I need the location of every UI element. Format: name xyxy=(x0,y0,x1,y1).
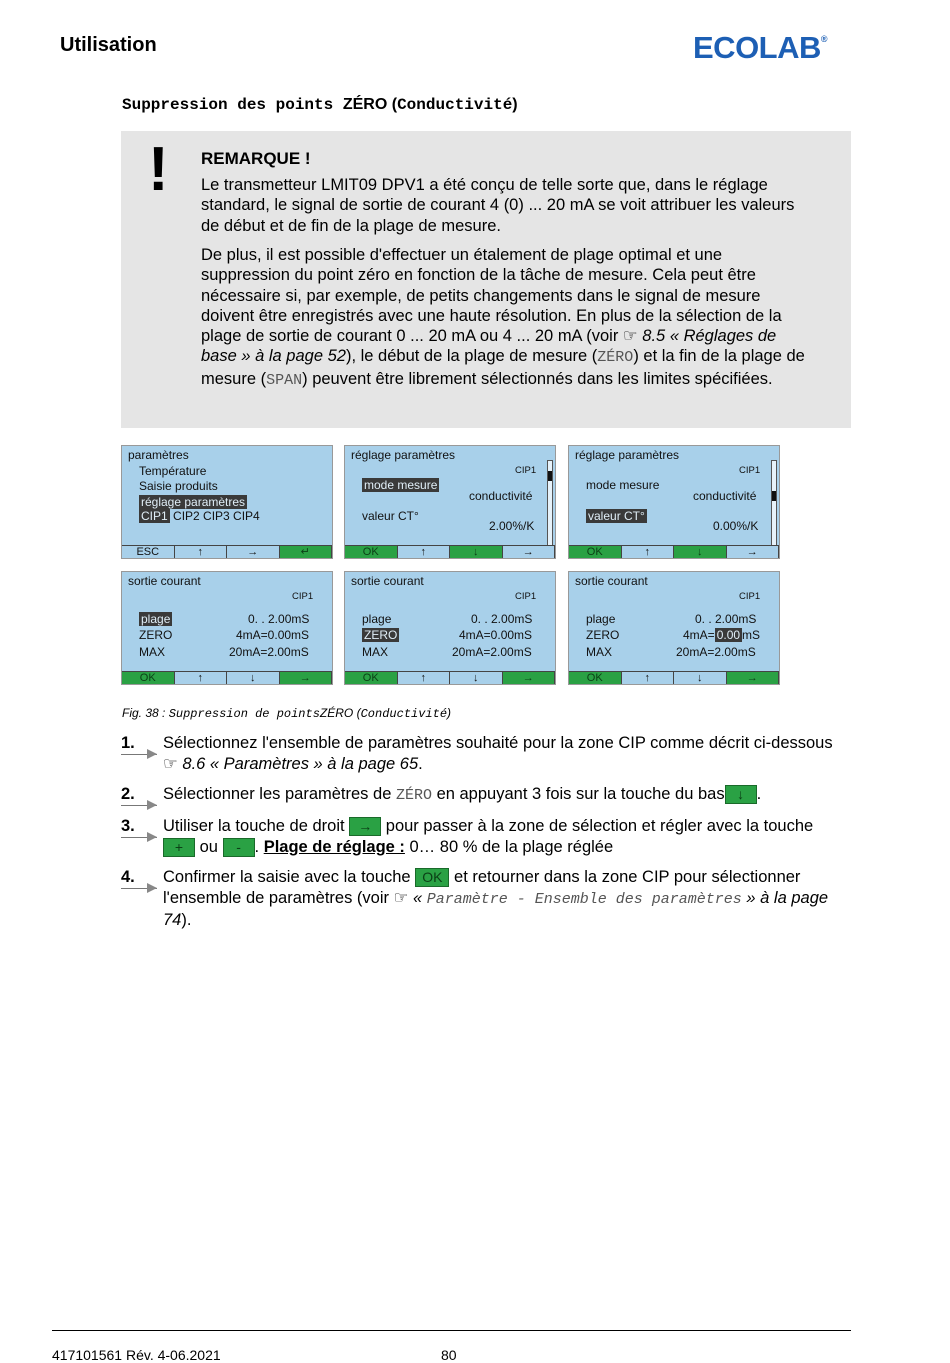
note-paragraph-2: De plus, il est possible d'effectuer un étalement de plage optimal et une suppression du point zéro en fonction de la tâche de mesure. Cela peut être nécessaire si, par exemple, de petits changements dans le signal de mesure doivent être enregistrés avec une haute résolution. En plus de la sélection de la plage de sortie de courant 0 ... 20 mA ou 4 ... 20 mA (voir ☞ 8.5 « Réglages de base » à la page 52), le début de la plage de mesure (ZÉRO) et la fin de la plage de mesure (SPAN) peuvent être librement sélectionnés dans les limites spécifiées. xyxy=(201,246,805,389)
crossref-link[interactable]: 8.6 « Paramètres » à la page 65 xyxy=(182,754,419,773)
screen-reglage-1: réglage paramètres CIP1 mode mesure conductivité valeur CT° 2.00%/K OK ↑ ↓ → xyxy=(344,445,556,559)
screen-sortie-1: sortie courant CIP1 plage 0. . 2.00mS ZERO 4mA=0.00mS MAX 20mA=2.00mS OK ↑ ↓ → xyxy=(121,571,333,685)
screen-sortie-3: sortie courant CIP1 plage 0. . 2.00mS ZERO 4mA= 0.00 mS MAX 20mA=2.00mS OK ↑ ↓ → xyxy=(568,571,780,685)
minus-key: - xyxy=(223,838,255,857)
screen-reglage-2: réglage paramètres CIP1 mode mesure conductivité valeur CT° 0.00%/K OK ↑ ↓ → xyxy=(568,445,780,559)
exclamation-icon: ! xyxy=(148,135,169,204)
note-box xyxy=(121,131,851,428)
note-title: REMARQUE ! xyxy=(201,149,311,168)
right-key: → xyxy=(349,817,381,836)
screen-parametres: paramètres Température Saisie produits réglage paramètres CIP1 CIP2 CIP3 CIP4 ESC ↑ → ↵ xyxy=(121,445,333,559)
ok-key: OK xyxy=(415,868,449,887)
crossref-link[interactable]: 8.5 « Réglages de base » à la page 52 xyxy=(201,327,777,366)
page-heading: Suppression des points ZÉRO (Conductivité) xyxy=(122,96,518,114)
page-number: 80 xyxy=(441,1347,457,1363)
screen-sortie-2: sortie courant CIP1 plage 0. . 2.00mS ZERO 4mA=0.00mS MAX 20mA=2.00mS OK ↑ ↓ → xyxy=(344,571,556,685)
note-paragraph-1: Le transmetteur LMIT09 DPV1 a été conçu de telle sorte que, dans le réglage standard, le signal de sortie de courant 4 (0) ... 20 mA se voit attribuer les valeurs de début et de fin de la plage de mesure. xyxy=(201,176,795,235)
down-key: ↓ xyxy=(725,785,757,804)
crossref-link[interactable]: « Paramètre - Ensemble des paramètres » à la page 74 xyxy=(163,888,829,929)
figure-caption: Fig. 38 : Suppression de pointsZÉRO (Conductivité) xyxy=(122,706,452,721)
footer-divider xyxy=(52,1330,851,1331)
section-title: Utilisation xyxy=(60,34,157,56)
doc-reference: 417101561 Rév. 4-06.2021 xyxy=(52,1347,221,1363)
plus-key: + xyxy=(163,838,195,857)
crossref-icon: ☞ xyxy=(622,327,643,346)
ecolab-logo: ECOLAB® xyxy=(693,30,828,65)
crossref-icon: ☞ xyxy=(393,888,413,907)
crossref-icon: ☞ xyxy=(163,754,183,773)
